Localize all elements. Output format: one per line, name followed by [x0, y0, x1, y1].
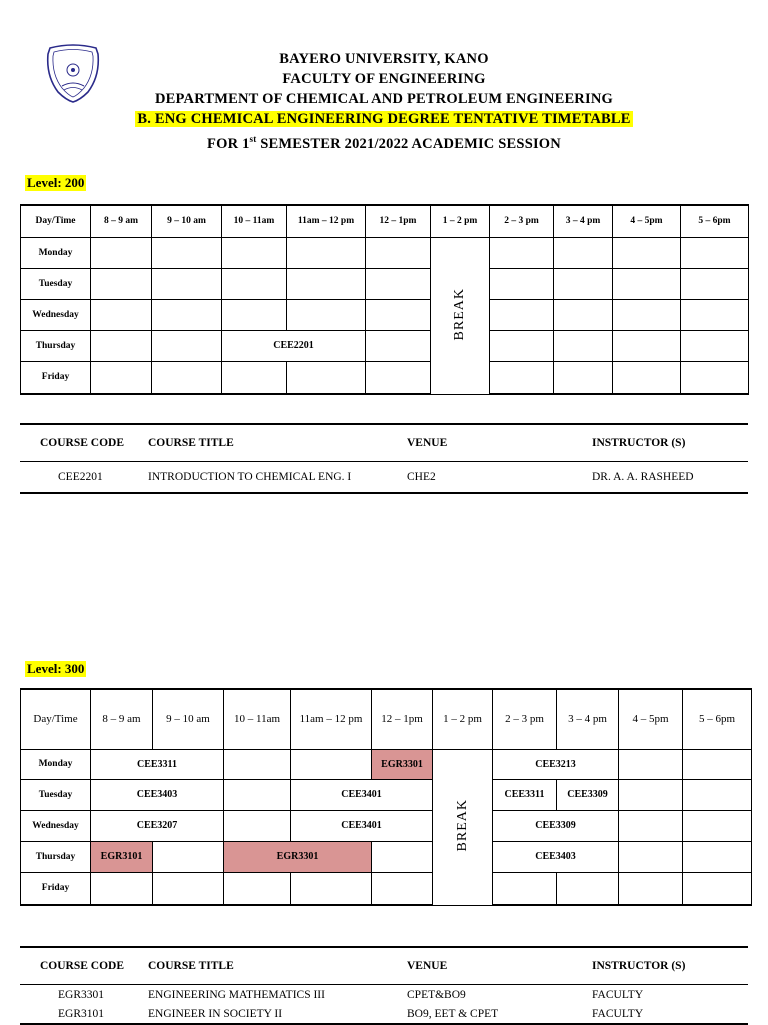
col-instructor: INSTRUCTOR (S) [592, 947, 748, 985]
empty-slot [91, 299, 152, 330]
empty-slot [224, 872, 291, 905]
empty-slot [490, 330, 554, 361]
day-thursday: Thursday [21, 841, 91, 872]
empty-slot [291, 872, 372, 905]
empty-slot [613, 237, 681, 268]
course-instructor: FACULTY [592, 988, 644, 1001]
col-course-code: COURSE CODE [20, 947, 148, 985]
time-5pm: 5 – 6pm [681, 205, 749, 237]
slot-cee2201: CEE2201 [222, 330, 366, 361]
empty-slot [91, 872, 153, 905]
row-friday [21, 872, 752, 905]
empty-slot [287, 268, 366, 299]
table-row [20, 424, 748, 462]
empty-slot [372, 841, 433, 872]
day-friday: Friday [21, 361, 91, 394]
day-monday: Monday [21, 749, 91, 779]
empty-slot [613, 299, 681, 330]
course-title: INTRODUCTION TO CHEMICAL ENG. I [148, 462, 407, 494]
empty-slot [681, 268, 749, 299]
empty-slot [372, 872, 433, 905]
empty-slot [619, 810, 683, 841]
empty-slot [222, 237, 287, 268]
empty-slot [619, 779, 683, 810]
time-3pm: 3 – 4 pm [554, 205, 613, 237]
empty-slot [683, 779, 752, 810]
time-12pm: 12 – 1pm [372, 689, 433, 749]
empty-slot [152, 268, 222, 299]
empty-slot [554, 268, 613, 299]
course-code: EGR3301 [58, 988, 104, 1001]
day-wednesday: Wednesday [21, 810, 91, 841]
time-1pm: 1 – 2 pm [431, 205, 490, 237]
time-9am: 9 – 10 am [152, 205, 222, 237]
course-instructor: DR. A. A. RASHEED [592, 462, 748, 494]
time-11am: 11am – 12 pm [287, 205, 366, 237]
empty-slot [366, 361, 431, 394]
row-friday [21, 361, 749, 394]
col-venue: VENUE [407, 947, 592, 985]
row-tuesday [21, 779, 752, 810]
time-12pm: 12 – 1pm [366, 205, 431, 237]
row-tuesday [21, 268, 749, 299]
slot-cee3401: CEE3401 [291, 779, 433, 810]
time-10am: 10 – 11am [224, 689, 291, 749]
programme-title: B. ENG CHEMICAL ENGINEERING DEGREE TENTATIVE TIMETABLE [137, 111, 631, 127]
time-5pm: 5 – 6pm [683, 689, 752, 749]
time-2pm: 2 – 3 pm [490, 205, 554, 237]
course-title: ENGINEERING MATHEMATICS III [148, 988, 325, 1001]
university-name: BAYERO UNIVERSITY, KANO [279, 51, 489, 67]
course-instructor: FACULTY [592, 1004, 748, 1024]
empty-slot [153, 872, 224, 905]
empty-slot [222, 268, 287, 299]
day-time-header: Day/Time [21, 689, 91, 749]
slot-egr3301-thu: EGR3301 [224, 841, 372, 872]
empty-slot [554, 330, 613, 361]
empty-slot [291, 749, 372, 779]
empty-slot [366, 237, 431, 268]
col-instructor: INSTRUCTOR (S) [592, 424, 748, 462]
slot-egr3101: EGR3101 [91, 841, 153, 872]
slot-cee3401-wed: CEE3401 [291, 810, 433, 841]
empty-slot [366, 330, 431, 361]
empty-slot [683, 810, 752, 841]
empty-slot [152, 361, 222, 394]
empty-slot [152, 299, 222, 330]
course-row [20, 462, 748, 494]
break-label: BREAK [452, 287, 467, 341]
empty-slot [619, 749, 683, 779]
level-300-timetable [20, 688, 752, 906]
empty-slot [683, 872, 752, 905]
empty-slot [681, 237, 749, 268]
col-course-title: COURSE TITLE [148, 947, 407, 985]
empty-slot [222, 361, 287, 394]
empty-slot [490, 268, 554, 299]
day-thursday: Thursday [21, 330, 91, 361]
document-header [0, 49, 768, 154]
empty-slot [153, 841, 224, 872]
empty-slot [493, 872, 557, 905]
empty-slot [490, 361, 554, 394]
empty-slot [613, 330, 681, 361]
empty-slot [683, 749, 752, 779]
course-venue: CPET&BO9 [407, 988, 466, 1001]
level-200-course-list [20, 423, 748, 494]
empty-slot [366, 268, 431, 299]
day-wednesday: Wednesday [21, 299, 91, 330]
slot-cee3403: CEE3403 [91, 779, 224, 810]
empty-slot [91, 330, 152, 361]
time-9am: 9 – 10 am [153, 689, 224, 749]
day-friday: Friday [21, 872, 91, 905]
row-monday [21, 749, 752, 779]
table-row [20, 947, 748, 985]
empty-slot [619, 841, 683, 872]
course-venue: BO9, EET & CPET [407, 1004, 592, 1024]
day-monday: Monday [21, 237, 91, 268]
department-name: DEPARTMENT OF CHEMICAL AND PETROLEUM ENGINEERING [155, 91, 613, 107]
row-wednesday [21, 299, 749, 330]
slot-cee3213: CEE3213 [493, 749, 619, 779]
empty-slot [91, 237, 152, 268]
empty-slot [613, 268, 681, 299]
course-title: ENGINEER IN SOCIETY II [148, 1004, 407, 1024]
course-row [20, 1004, 748, 1024]
empty-slot [613, 361, 681, 394]
header-row [21, 205, 749, 237]
empty-slot [287, 299, 366, 330]
col-course-title: COURSE TITLE [148, 424, 407, 462]
break-cell [431, 237, 490, 394]
empty-slot [152, 330, 222, 361]
empty-slot [490, 237, 554, 268]
time-4pm: 4 – 5pm [613, 205, 681, 237]
row-thursday [21, 330, 749, 361]
course-venue: CHE2 [407, 462, 592, 494]
empty-slot [287, 237, 366, 268]
slot-cee3207: CEE3207 [91, 810, 224, 841]
time-1pm: 1 – 2 pm [433, 689, 493, 749]
semester-line: FOR 1st SEMESTER 2021/2022 ACADEMIC SESSION [207, 134, 561, 152]
level-200-label: Level: 200 [27, 175, 85, 190]
empty-slot [557, 872, 619, 905]
empty-slot [681, 299, 749, 330]
empty-slot [554, 237, 613, 268]
empty-slot [619, 872, 683, 905]
row-thursday [21, 841, 752, 872]
day-time-header: Day/Time [21, 205, 91, 237]
empty-slot [366, 299, 431, 330]
course-code: EGR3101 [20, 1004, 148, 1024]
slot-cee3311: CEE3311 [91, 749, 224, 779]
day-tuesday: Tuesday [21, 268, 91, 299]
break-label: BREAK [454, 799, 470, 852]
time-3pm: 3 – 4 pm [557, 689, 619, 749]
empty-slot [224, 749, 291, 779]
day-tuesday: Tuesday [21, 779, 91, 810]
empty-slot [554, 361, 613, 394]
time-10am: 10 – 11am [222, 205, 287, 237]
empty-slot [683, 841, 752, 872]
empty-slot [224, 779, 291, 810]
empty-slot [681, 330, 749, 361]
time-8am: 8 – 9 am [91, 205, 152, 237]
time-11am: 11am – 12 pm [291, 689, 372, 749]
empty-slot [490, 299, 554, 330]
empty-slot [287, 361, 366, 394]
empty-slot [91, 268, 152, 299]
break-cell [433, 749, 493, 905]
row-monday [21, 237, 749, 268]
level-300-course-list [20, 946, 748, 1025]
slot-cee3309-wed: CEE3309 [493, 810, 619, 841]
empty-slot [152, 237, 222, 268]
empty-slot [224, 810, 291, 841]
col-course-code: COURSE CODE [20, 424, 148, 462]
slot-cee3311-tue: CEE3311 [493, 779, 557, 810]
slot-cee3309-tue: CEE3309 [557, 779, 619, 810]
empty-slot [222, 299, 287, 330]
course-code: CEE2201 [20, 462, 148, 494]
level-300-label: Level: 300 [27, 661, 85, 676]
col-venue: VENUE [407, 424, 592, 462]
time-2pm: 2 – 3 pm [493, 689, 557, 749]
row-wednesday [21, 810, 752, 841]
slot-cee3403-thu: CEE3403 [493, 841, 619, 872]
slot-egr3301: EGR3301 [372, 749, 433, 779]
empty-slot [91, 361, 152, 394]
course-row [20, 985, 748, 1005]
empty-slot [554, 299, 613, 330]
faculty-name: FACULTY OF ENGINEERING [282, 71, 486, 87]
time-8am: 8 – 9 am [91, 689, 153, 749]
time-4pm: 4 – 5pm [619, 689, 683, 749]
empty-slot [681, 361, 749, 394]
level-200-timetable [20, 204, 749, 395]
header-row [21, 689, 752, 749]
